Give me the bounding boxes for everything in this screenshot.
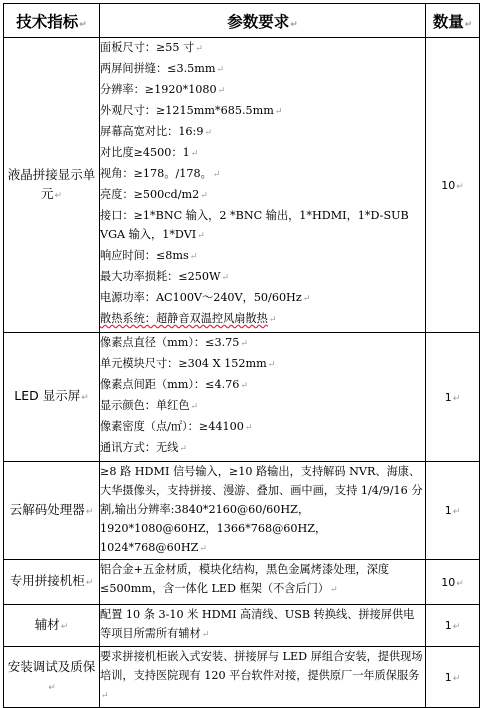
table-row xyxy=(4,647,480,708)
param-line xyxy=(100,185,425,206)
param-line xyxy=(100,309,425,330)
paragraph-mark-icon xyxy=(200,191,208,201)
spec-table xyxy=(3,3,480,708)
paragraph-mark-icon xyxy=(465,20,473,30)
param-line xyxy=(100,288,425,309)
param-line xyxy=(100,396,425,417)
item-name: 安装调试及质保 xyxy=(7,658,96,674)
item-name-cell xyxy=(4,462,100,560)
paragraph-mark-icon xyxy=(222,273,230,283)
param-line xyxy=(100,59,425,80)
paragraph-mark-icon xyxy=(191,402,199,412)
qty-value: 10 xyxy=(441,575,456,589)
item-name: LED 显示屏 xyxy=(14,388,81,403)
param-line xyxy=(100,122,425,143)
param-line xyxy=(100,206,425,246)
param-line xyxy=(100,267,425,288)
paragraph-mark-icon xyxy=(86,578,94,588)
paragraph-mark-icon xyxy=(245,423,253,433)
item-name-cell xyxy=(4,38,100,333)
params-cell xyxy=(100,560,426,605)
paragraph-mark-icon xyxy=(303,294,311,304)
header-row xyxy=(4,4,480,38)
table-row xyxy=(4,462,480,560)
qty-cell xyxy=(426,333,480,462)
param-line xyxy=(100,417,425,438)
header-cell-qty xyxy=(426,4,480,38)
paragraph-mark-icon xyxy=(456,182,464,192)
item-name: 云解码处理器 xyxy=(9,501,85,517)
paragraph-mark-icon xyxy=(86,507,94,517)
table-row xyxy=(4,605,480,647)
param-text: 面板尺寸：≥55 寸 xyxy=(100,41,195,54)
paragraph-mark-icon xyxy=(453,622,461,632)
param-text: 视角：≥178。/178。 xyxy=(100,167,212,180)
qty-value: 1 xyxy=(444,670,452,684)
paragraph-mark-icon xyxy=(213,170,221,180)
item-name-cell xyxy=(4,560,100,605)
qty-value: 10 xyxy=(441,178,456,192)
paragraph-mark-icon xyxy=(54,191,62,201)
params-cell xyxy=(100,333,426,462)
paragraph-mark-icon xyxy=(199,544,207,554)
param-text: 两屏间拼缝：≤3.5mm xyxy=(100,62,216,75)
paragraph-mark-icon xyxy=(197,231,205,241)
param-text: 铝合金+五金材质，模块化结构，黑色金属烤漆处理，深度≤500mm，含一体化 LED 框架（不含后门） xyxy=(100,563,390,595)
paragraph-mark-icon xyxy=(195,44,203,54)
paragraph-mark-icon xyxy=(453,674,461,684)
paragraph-mark-icon xyxy=(101,691,109,701)
paragraph-mark-icon xyxy=(61,622,69,632)
param-text: 亮度：≥500cd/m2 xyxy=(100,188,200,201)
qty-cell xyxy=(426,462,480,560)
param-text: 显示颜色：单红色 xyxy=(100,399,190,412)
paragraph-mark-icon xyxy=(240,339,248,349)
header-label-indicator: 技术指标 xyxy=(16,12,79,31)
paragraph-mark-icon xyxy=(275,107,283,117)
param-text: 对比度≥4500：1 xyxy=(100,146,190,159)
qty-cell xyxy=(426,560,480,605)
param-text: ≥8 路 HDMI 信号输入，≥10 路输出，支持解码 NVR、海康、大华摄像头，支持拼接、漫游、叠加、画中画，支持 1/4/9/16 分割,输出分辨率:3840*2160@60/60HZ，1920*1080@60HZ，1366*768@60HZ，1024*768@60HZ xyxy=(100,465,423,554)
paragraph-mark-icon xyxy=(269,315,277,325)
param-line xyxy=(100,80,425,101)
param-text: 像素密度（点/㎡）：≥44100 xyxy=(100,420,244,433)
paragraph-mark-icon xyxy=(202,630,210,640)
param-line xyxy=(100,375,425,396)
qty-cell xyxy=(426,605,480,647)
param-text: 响应时间：≤8ms xyxy=(100,249,189,262)
param-paragraph xyxy=(100,560,425,600)
param-text: 像素点间距（mm）：≤4.76 xyxy=(100,378,240,391)
paragraph-mark-icon xyxy=(179,444,187,454)
paragraph-mark-icon xyxy=(218,86,226,96)
param-text: 最大功率损耗：≤250W xyxy=(100,270,221,283)
qty-cell xyxy=(426,38,480,333)
item-name-cell xyxy=(4,605,100,647)
header-cell-params xyxy=(100,4,426,38)
params-cell xyxy=(100,462,426,560)
param-line xyxy=(100,333,425,354)
item-name: 液晶拼接显示单元 xyxy=(7,166,96,201)
param-line xyxy=(100,438,425,459)
paragraph-mark-icon xyxy=(190,252,198,262)
paragraph-mark-icon xyxy=(191,149,199,159)
paragraph-mark-icon xyxy=(79,20,87,30)
item-name: 专用拼接机柜 xyxy=(9,573,85,588)
paragraph-mark-icon xyxy=(204,128,212,138)
params-cell xyxy=(100,647,426,708)
paragraph-mark-icon xyxy=(453,507,461,517)
param-text: 通讯方式：无线 xyxy=(100,441,179,454)
params-cell xyxy=(100,38,426,333)
qty-value: 1 xyxy=(444,619,452,632)
param-line xyxy=(100,246,425,267)
paragraph-mark-icon xyxy=(48,683,56,693)
param-text: 像素点直径（mm）：≤3.75 xyxy=(100,336,240,349)
header-label-qty: 数量 xyxy=(432,12,464,31)
param-text: 分辨率：≥1920*1080 xyxy=(100,83,217,96)
param-line xyxy=(100,143,425,164)
item-name-cell xyxy=(4,647,100,708)
param-line xyxy=(100,164,425,185)
header-cell-indicator xyxy=(4,4,100,38)
param-line xyxy=(100,38,425,59)
paragraph-mark-icon xyxy=(453,394,461,404)
paragraph-mark-icon xyxy=(456,579,464,589)
qty-value: 1 xyxy=(444,390,452,404)
paragraph-mark-icon xyxy=(268,360,276,370)
param-text: 散热系统：超静音双温控风扇散热 xyxy=(100,312,268,325)
table-row xyxy=(4,38,480,333)
qty-value: 1 xyxy=(444,504,452,517)
param-paragraph xyxy=(100,605,425,645)
paragraph-mark-icon xyxy=(217,65,225,75)
paragraph-mark-icon xyxy=(240,381,248,391)
param-paragraph xyxy=(100,647,425,706)
paragraph-mark-icon xyxy=(290,20,298,30)
header-label-params: 参数要求 xyxy=(227,12,290,31)
param-text: 电源功率：AC100V～240V，50/60Hz xyxy=(100,291,302,304)
param-text: 配置 10 条 3-10 米 HDMI 高清线、USB 转换线、拼接屏供电等项目所需所有辅材 xyxy=(100,608,415,640)
param-line xyxy=(100,354,425,375)
paragraph-mark-icon xyxy=(81,393,89,403)
param-line xyxy=(100,101,425,122)
param-text: 接口：≥1*BNC 输入，2 *BNC 输出，1*HDMI，1*D-SUB VGA 输入，1*DVI xyxy=(100,209,409,241)
params-cell xyxy=(100,605,426,647)
table-row xyxy=(4,560,480,605)
param-text: 屏幕高宽对比：16:9 xyxy=(100,125,204,138)
item-name-cell xyxy=(4,333,100,462)
item-name: 辅材 xyxy=(34,616,60,632)
param-text: 单元模块尺寸：≥304 X 152mm xyxy=(100,357,267,370)
paragraph-mark-icon xyxy=(330,585,338,595)
table-row xyxy=(4,333,480,462)
param-paragraph xyxy=(100,462,425,559)
param-text: 要求拼接机柜嵌入式安装、拼接屏与 LED 屏组合安装，提供现场培训，支持医院现有 120 平台软件对接，提供原厂一年质保服务 xyxy=(100,650,423,682)
qty-cell xyxy=(426,647,480,708)
param-text: 外观尺寸：≥1215mm*685.5mm xyxy=(100,104,274,117)
